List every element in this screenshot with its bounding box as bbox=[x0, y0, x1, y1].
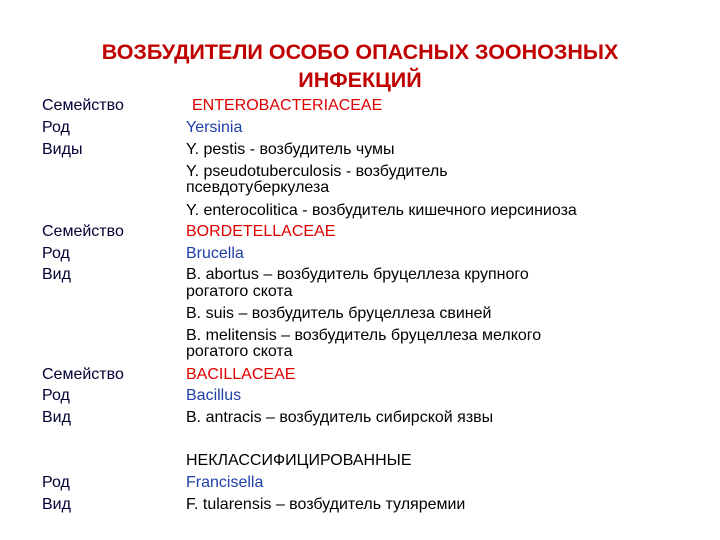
page-title-line-2: ИНФЕКЦИЙ bbox=[298, 68, 422, 92]
species-b-abortus-cont: рогатого скота bbox=[186, 283, 293, 300]
species-y-enterocolitica: Y. enterocolitica - возбудитель кишечного иерсиниоза bbox=[186, 202, 577, 219]
species-b-suis: B. suis – возбудитель бруцеллеза свиней bbox=[186, 305, 492, 322]
label-genus-4: Род bbox=[42, 474, 70, 491]
species-f-tularensis: F. tularensis – возбудитель туляремии bbox=[186, 496, 466, 513]
species-b-melitensis: B. melitensis – возбудитель бруцеллеза мелкого bbox=[186, 327, 542, 344]
page-title bbox=[0, 38, 720, 94]
label-species-3: Вид bbox=[42, 409, 71, 426]
label-species-2: Вид bbox=[42, 266, 71, 283]
label-family-1: Семейство bbox=[42, 97, 124, 114]
family-bacillaceae: BACILLACEAE bbox=[186, 366, 296, 383]
species-b-antracis: B. antracis – возбудитель сибирской язвы bbox=[186, 409, 494, 426]
genus-yersinia: Yersinia bbox=[186, 119, 243, 136]
family-enterobacteriaceae: ENTEROBACTERIACEAE bbox=[192, 97, 383, 114]
species-y-pseudotuberculosis-cont: псевдотуберкулеза bbox=[186, 179, 330, 196]
label-species-4: Вид bbox=[42, 496, 71, 513]
family-bordetellaceae: BORDETELLACEAE bbox=[186, 223, 336, 240]
genus-francisella: Francisella bbox=[186, 474, 264, 491]
family-unclassified: НЕКЛАССИФИЦИРОВАННЫЕ bbox=[186, 452, 412, 469]
genus-brucella: Brucella bbox=[186, 245, 244, 262]
species-b-melitensis-cont: рогатого скота bbox=[186, 343, 293, 360]
species-y-pestis: Y. pestis - возбудитель чумы bbox=[186, 141, 395, 158]
label-family-2: Семейство bbox=[42, 223, 124, 240]
page-title-line-1: ВОЗБУДИТЕЛИ ОСОБО ОПАСНЫХ ЗООНОЗНЫХ bbox=[101, 40, 619, 64]
label-family-3: Семейство bbox=[42, 366, 124, 383]
label-genus-1: Род bbox=[42, 119, 70, 136]
label-genus-3: Род bbox=[42, 387, 70, 404]
species-y-pseudotuberculosis: Y. pseudotuberculosis - возбудитель bbox=[186, 163, 448, 180]
label-species-1: Виды bbox=[42, 141, 83, 158]
species-b-abortus: B. abortus – возбудитель бруцеллеза крупного bbox=[186, 266, 529, 283]
label-genus-2: Род bbox=[42, 245, 70, 262]
genus-bacillus: Bacillus bbox=[186, 387, 242, 404]
